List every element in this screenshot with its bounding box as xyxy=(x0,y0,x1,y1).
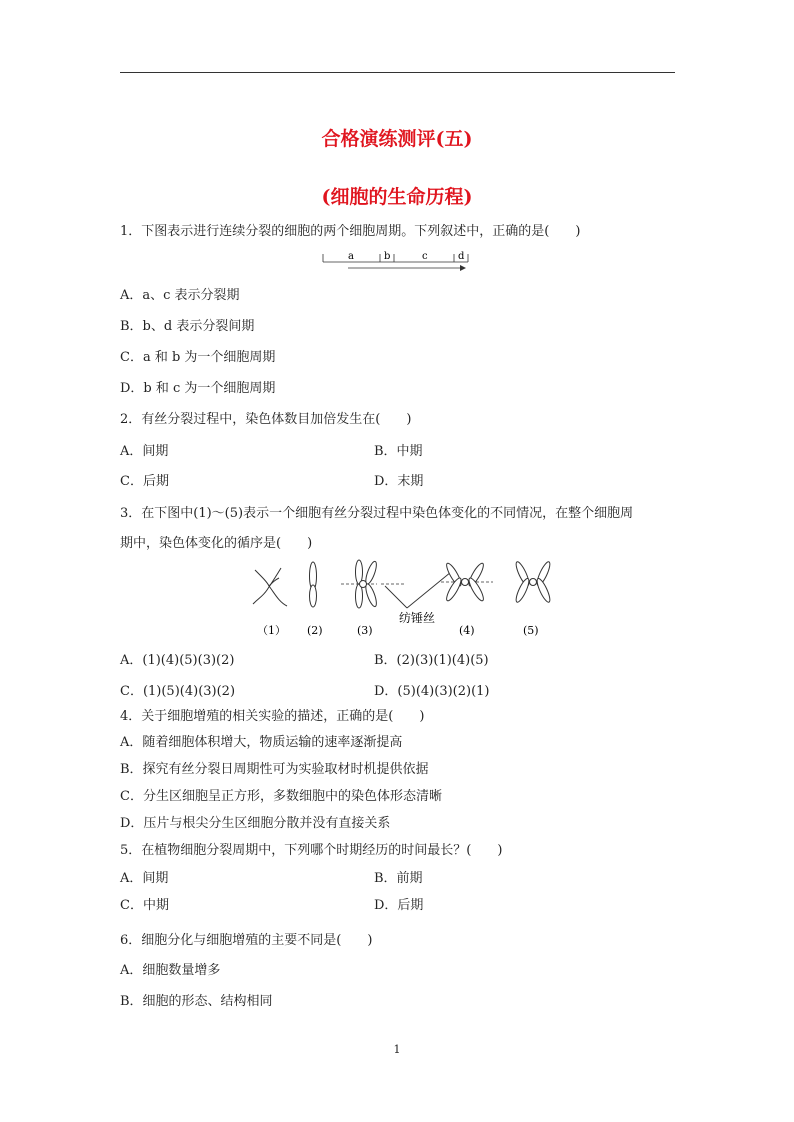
q1-option-d: D．b 和 c 为一个细胞周期 xyxy=(120,381,276,396)
q2-option-a: A．间期 xyxy=(120,444,169,459)
cell-cycle-diagram xyxy=(318,248,478,272)
segment-a-label: a xyxy=(348,251,354,262)
q3-stem-line1: 3．在下图中(1)～(5)表示一个细胞有丝分裂过程中染色体变化的不同情况，在整个细胞周 xyxy=(120,506,634,521)
q1-stem: 1．下图表示进行连续分裂的细胞的两个细胞周期。下列叙述中，正确的是( ) xyxy=(120,224,581,239)
q3-option-b: B．(2)(3)(1)(4)(5) xyxy=(374,653,489,668)
chromosome-5 xyxy=(514,560,552,603)
chromosome-2 xyxy=(310,562,317,607)
q5-option-c: C．中期 xyxy=(120,898,169,913)
q4-option-c: C．分生区细胞呈正方形，多数细胞中的染色体形态清晰 xyxy=(120,789,442,804)
q6-option-b: B．细胞的形态、结构相同 xyxy=(120,994,273,1009)
figure-label-4: (4) xyxy=(459,624,475,637)
q5-stem: 5．在植物细胞分裂周期中，下列哪个时期经历的时间最长？( ) xyxy=(120,843,503,858)
q3-option-c: C．(1)(5)(4)(3)(2) xyxy=(120,684,236,699)
segment-d-label: d xyxy=(458,251,465,262)
figure-label-1: （1） xyxy=(257,624,286,637)
q3-option-d: D．(5)(4)(3)(2)(1) xyxy=(374,684,490,699)
figure-label-2: (2) xyxy=(307,624,323,637)
page-number: 1 xyxy=(393,1043,401,1056)
q4-stem: 4．关于细胞增殖的相关实验的描述，正确的是( ) xyxy=(120,709,425,724)
header-rule xyxy=(120,72,675,73)
q2-option-d: D．末期 xyxy=(374,474,424,489)
q5-option-d: D．后期 xyxy=(374,898,424,913)
q3-option-a: A．(1)(4)(5)(3)(2) xyxy=(120,653,235,668)
segment-c-label: c xyxy=(422,251,428,262)
q2-option-c: C．后期 xyxy=(120,474,169,489)
q3-stem-line2: 期中，染色体变化的循序是( ) xyxy=(120,536,313,551)
figure-label-5: (5) xyxy=(523,624,539,637)
chromosome-3 xyxy=(356,560,379,608)
q2-stem: 2．有丝分裂过程中，染色体数目加倍发生在( ) xyxy=(120,412,412,427)
q4-option-a: A．随着细胞体积增大，物质运输的速率逐渐提高 xyxy=(120,735,403,750)
chromosome-figure xyxy=(245,558,555,640)
figure-label-3: (3) xyxy=(357,624,373,637)
q6-stem: 6．细胞分化与细胞增殖的主要不同是( ) xyxy=(120,933,373,948)
q5-option-b: B．前期 xyxy=(374,871,423,886)
q4-option-b: B．探究有丝分裂日周期性可为实验取材时机提供依据 xyxy=(120,762,429,777)
q1-option-a: A．a、c 表示分裂期 xyxy=(120,288,240,303)
q4-option-d: D．压片与根尖分生区细胞分散并没有直接关系 xyxy=(120,816,391,831)
spindle-label: 纺锤丝 xyxy=(399,611,436,625)
page-title: 合格演练测评(五) xyxy=(321,128,473,150)
q1-option-b: B．b、d 表示分裂间期 xyxy=(120,319,255,334)
segment-b-label: b xyxy=(384,251,391,262)
q2-option-b: B．中期 xyxy=(374,444,423,459)
page-subtitle: (细胞的生命历程) xyxy=(321,186,473,208)
q1-option-c: C．a 和 b 为一个细胞周期 xyxy=(120,350,276,365)
chromosome-1 xyxy=(253,568,287,606)
chromosome-4 xyxy=(444,562,485,603)
q5-option-a: A．间期 xyxy=(120,871,169,886)
q6-option-a: A．细胞数量增多 xyxy=(120,963,221,978)
